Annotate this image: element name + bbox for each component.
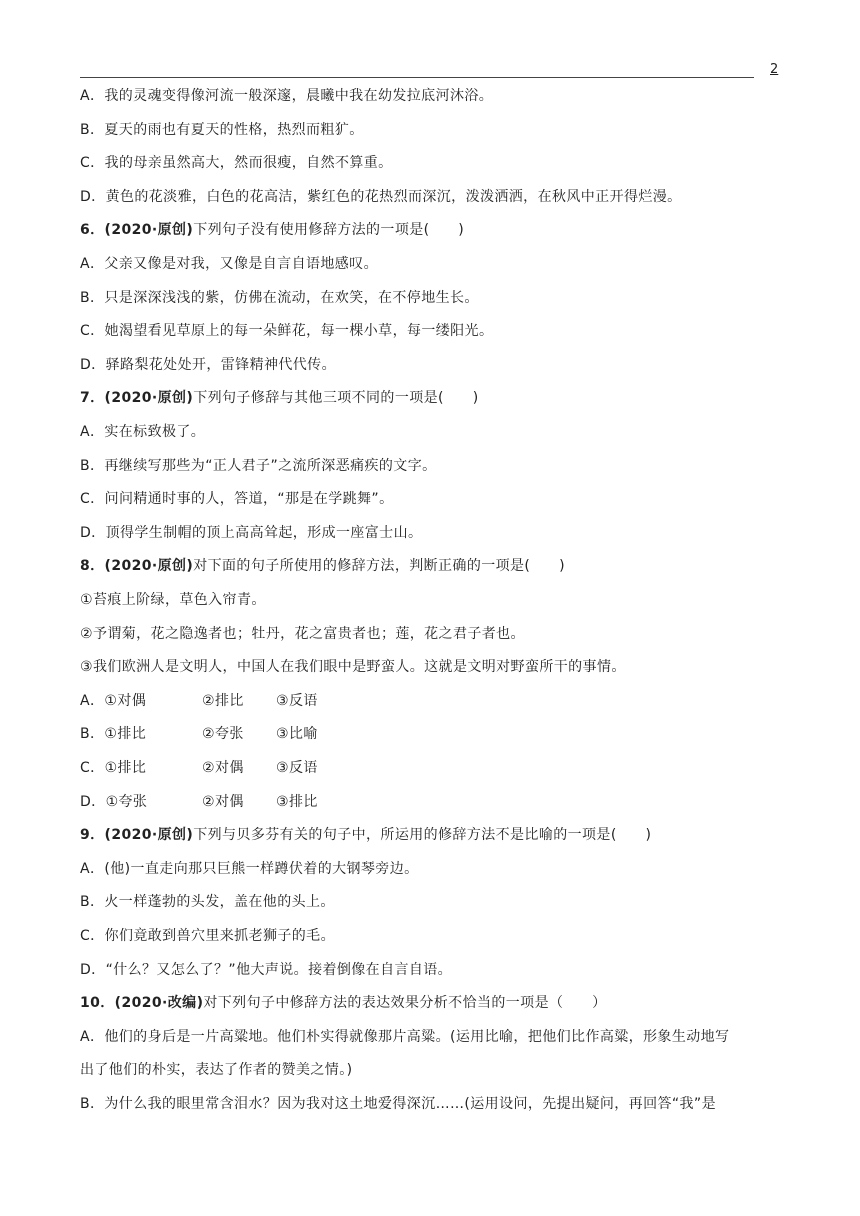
text-line: ②予谓菊，花之隐逸者也；牡丹，花之富贵者也；莲，花之君子者也。 bbox=[80, 625, 525, 642]
question-text: 下列句子修辞与其他三项不同的一项是( ) bbox=[193, 390, 479, 407]
option-cell: ②对偶 bbox=[202, 760, 244, 776]
text-line: B．火一样蓬勃的头发，盖在他的头上。 bbox=[80, 894, 335, 911]
text-line: B．再继续写那些为“正人君子”之流所深恶痛疾的文字。 bbox=[80, 457, 437, 474]
option-cell: ③排比 bbox=[276, 793, 318, 810]
option-cell: ②对偶 bbox=[202, 793, 244, 810]
option-cell: ③比喻 bbox=[276, 726, 318, 743]
text-line: D．“什么？又怎么了？”他大声说。接着倒像在自言自语。 bbox=[80, 961, 453, 978]
text-line: B．夏天的雨也有夏天的性格，热烈而粗犷。 bbox=[80, 121, 364, 138]
text-line: ③我们欧洲人是文明人，中国人在我们眼中是野蛮人。这就是文明对野蛮所干的事情。 bbox=[80, 659, 626, 676]
text-line: B．只是深深浅浅的紫，仿佛在流动，在欢笑，在不停地生长。 bbox=[80, 289, 479, 306]
text-line: A．(他)一直走向那只巨熊一样蹲伏着的大钢琴旁边。 bbox=[80, 860, 419, 877]
text-line: D．顶得学生制帽的顶上高高耸起，形成一座富士山。 bbox=[80, 524, 423, 541]
text-line: B．为什么我的眼里常含泪水？因为我对这土地爱得深沉……(运用设问，先提出疑问，再回答“我”是 bbox=[80, 1096, 716, 1112]
question-number: 9．(2020·原创) bbox=[80, 827, 194, 844]
question-text: 对下面的句子所使用的修辞方法，判断正确的一项是( ) bbox=[193, 558, 565, 575]
text-line: D．驿路梨花处处开，雷锋精神代代传。 bbox=[80, 356, 336, 373]
option-row bbox=[80, 758, 350, 778]
text-line: C．我的母亲虽然高大，然而很瘦，自然不算重。 bbox=[80, 155, 393, 172]
question-stem bbox=[80, 825, 651, 845]
text-line: C．问问精通时事的人，答道，“那是在学跳舞”。 bbox=[80, 491, 394, 508]
option-cell: C．①排比 bbox=[80, 760, 147, 776]
question-text: 对下列句子中修辞方法的表达效果分析不恰当的一项是（ ） bbox=[203, 995, 607, 1012]
option-cell: ③反语 bbox=[276, 760, 318, 776]
option-cell: ③反语 bbox=[276, 692, 318, 709]
option-cell: ②排比 bbox=[202, 692, 244, 709]
option-cell: A．①对偶 bbox=[80, 692, 147, 709]
text-line: C．你们竟敢到兽穴里来抓老狮子的毛。 bbox=[80, 928, 335, 944]
question-number: 8．(2020·原创) bbox=[80, 558, 194, 575]
question-number: 7．(2020·原创) bbox=[80, 390, 194, 407]
text-line: 出了他们的朴实，表达了作者的赞美之情。) bbox=[80, 1062, 353, 1079]
header-rule bbox=[80, 77, 754, 78]
question-stem bbox=[80, 388, 479, 408]
text-line: A．我的灵魂变得像河流一般深邃，晨曦中我在幼发拉底河沐浴。 bbox=[80, 88, 494, 104]
option-row bbox=[80, 691, 350, 711]
option-cell: B．①排比 bbox=[80, 726, 147, 743]
option-cell: D．①夸张 bbox=[80, 793, 148, 810]
text-line: ①苔痕上阶绿，草色入帘青。 bbox=[80, 592, 266, 608]
question-text: 下列与贝多芬有关的句子中，所运用的修辞方法不是比喻的一项是( ) bbox=[193, 827, 652, 844]
question-stem bbox=[80, 993, 607, 1013]
question-stem bbox=[80, 556, 565, 576]
text-line: A．父亲又像是对我，又像是自言自语地感叹。 bbox=[80, 256, 378, 272]
question-number: 10．(2020·改编) bbox=[80, 995, 204, 1012]
text-line: A．实在标致极了。 bbox=[80, 424, 206, 440]
question-text: 下列句子没有使用修辞方法的一项是( ) bbox=[193, 222, 465, 239]
question-number: 6．(2020·原创) bbox=[80, 222, 194, 239]
text-line: C．她渴望看见草原上的每一朵鲜花，每一棵小草，每一缕阳光。 bbox=[80, 323, 494, 340]
text-line: A．他们的身后是一片高粱地。他们朴实得就像那片高粱。(运用比喻，把他们比作高粱，形象生动地写 bbox=[80, 1028, 730, 1045]
page-number: 2 bbox=[770, 62, 779, 77]
question-stem bbox=[80, 220, 464, 240]
option-row bbox=[80, 724, 350, 744]
option-row bbox=[80, 792, 350, 812]
option-cell: ②夸张 bbox=[202, 726, 244, 743]
text-line: D．黄色的花淡雅，白色的花高洁，紫红色的花热烈而深沉，泼泼洒洒，在秋风中正开得烂漫。 bbox=[80, 188, 682, 205]
